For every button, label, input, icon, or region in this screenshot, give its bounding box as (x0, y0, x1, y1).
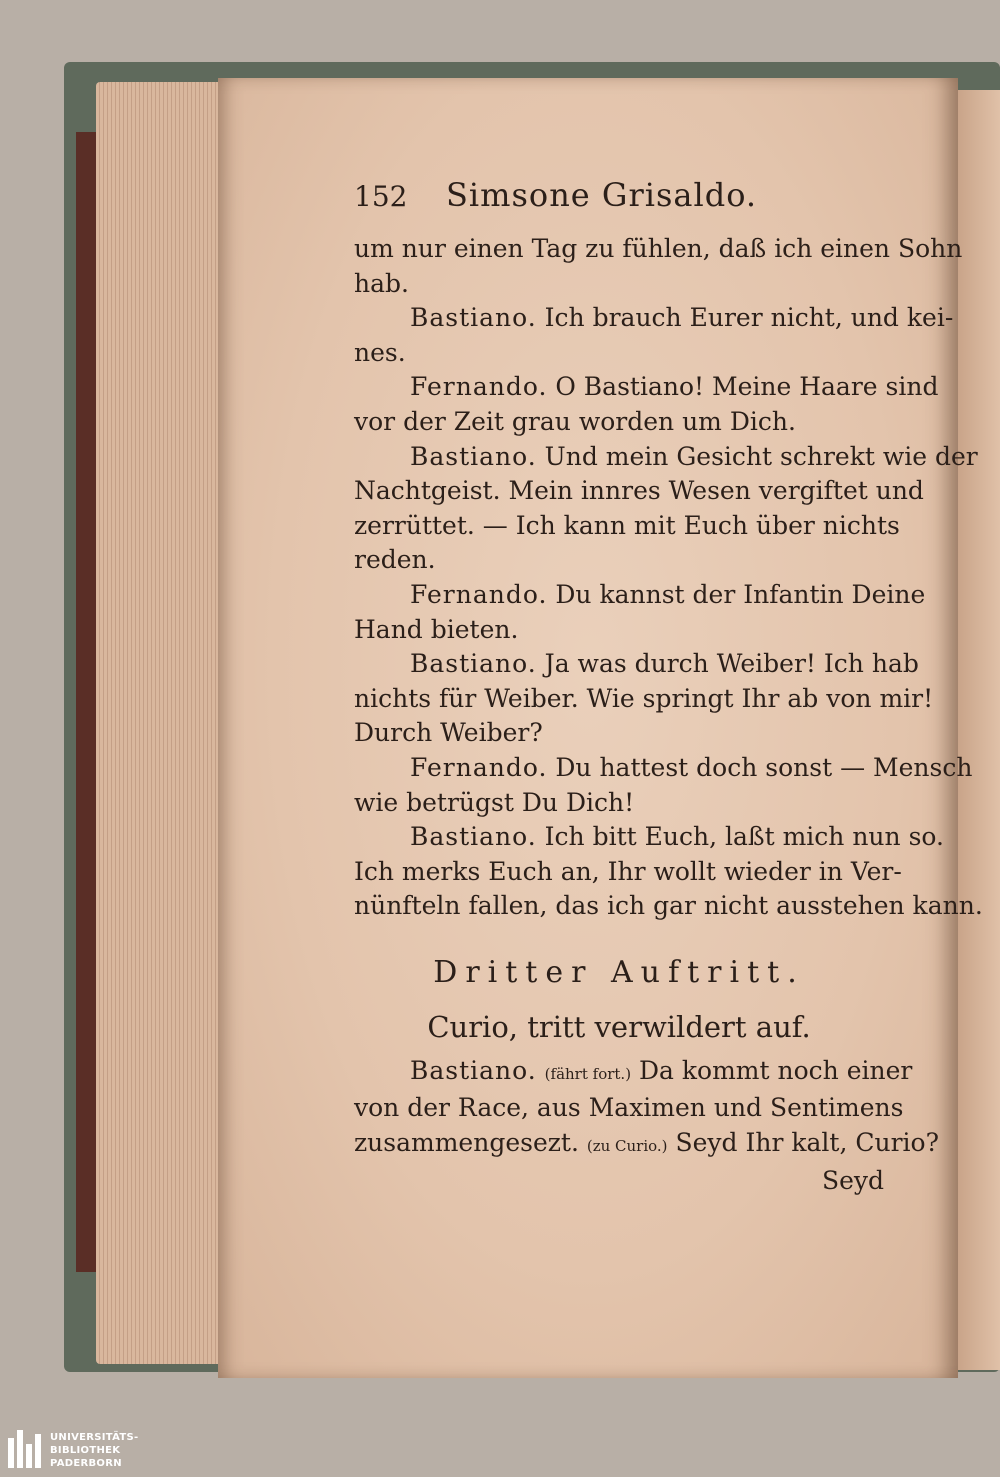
stage-aside: (fährt fort.) (544, 1064, 632, 1083)
text-line: vor der Zeit grau worden um Dich. (354, 406, 796, 436)
speech-line: Fernando. O Bastiano! Meine Haare sind (410, 372, 939, 402)
text-line: von der Race, aus Maximen und Sentimens (354, 1093, 904, 1123)
speaker-name: Bastiano. (410, 441, 537, 471)
text-line: um nur einen Tag zu fühlen, daß ich einen Sohn (354, 234, 963, 263)
text-line: zusammengesezt. (zu Curio.) Seyd Ihr kalt, Curio? (354, 1128, 939, 1158)
text-line: wie betrügst Du Dich! (354, 787, 635, 817)
page-edges (96, 82, 236, 1364)
speaker-name: Fernando. (410, 372, 548, 402)
speaker-name: Fernando. (410, 579, 548, 609)
text-line: reden. (354, 545, 436, 575)
text-line: nünfteln fallen, das ich gar nicht ausstehen kann. (354, 891, 983, 921)
text-line: zerrüttet. — Ich kann mit Euch über nichts (354, 510, 900, 540)
library-logo-text: UNIVERSITÄTS- BIBLIOTHEK PADERBORN (50, 1431, 139, 1469)
page-number: 152 (354, 180, 408, 213)
text-line: Durch Weiber? (354, 718, 543, 748)
speech-line: Bastiano. Und mein Gesicht schrekt wie der (410, 441, 978, 471)
page-header (354, 176, 884, 232)
catchword: Seyd (821, 1165, 884, 1195)
text-line: nichts für Weiber. Wie springt Ihr ab von mir! (354, 683, 934, 713)
speaker-name: Bastiano. (410, 1055, 537, 1085)
speech-line: Bastiano. Ich brauch Eurer nicht, und kei- (410, 303, 954, 333)
speech-line: Bastiano. Ja was durch Weiber! Ich hab (410, 649, 919, 679)
library-logo-icon (4, 1426, 44, 1474)
scene-heading: Dritter Auftritt. (433, 954, 805, 990)
speaker-name: Fernando. (410, 752, 548, 782)
text-line: nes. (354, 337, 406, 367)
page-text (354, 176, 983, 1198)
text-line: Ich merks Euch an, Ihr wollt wieder in Ver- (354, 856, 902, 886)
speaker-name: Bastiano. (410, 303, 537, 333)
running-title: Simsone Grisaldo. (446, 176, 758, 214)
speech-line: Fernando. Du hattest doch sonst — Mensch (410, 752, 973, 782)
library-logo (0, 1423, 150, 1477)
text-line: hab. (354, 268, 409, 298)
stage-aside: (zu Curio.) (586, 1137, 668, 1156)
stage-direction: Curio, tritt verwildert auf. (427, 1009, 811, 1044)
text-line: Hand bieten. (354, 614, 519, 644)
speech-line: Bastiano. (fährt fort.) Da kommt noch einer (410, 1055, 913, 1085)
speaker-name: Bastiano. (410, 822, 537, 852)
speaker-name: Bastiano. (410, 649, 537, 679)
text-line: Nachtgeist. Mein innres Wesen vergiftet und (354, 476, 924, 506)
speech-line: Fernando. Du kannst der Infantin Deine (410, 579, 926, 609)
speech-line: Bastiano. Ich bitt Euch, laßt mich nun so. (410, 822, 944, 852)
facing-page-edge (958, 90, 1000, 1370)
